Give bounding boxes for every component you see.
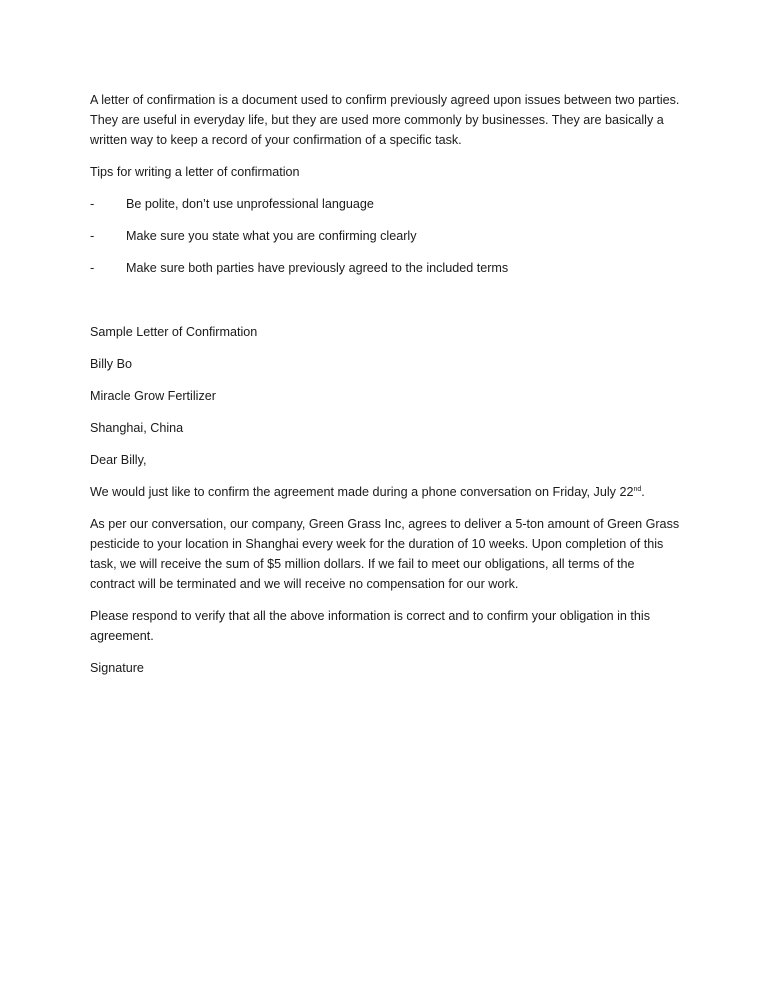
letter-paragraph-3: Please respond to verify that all the above information is correct and to confirm your obligation in this agreement. bbox=[90, 609, 651, 643]
tips-heading: Tips for writing a letter of confirmation bbox=[90, 165, 300, 179]
document-body bbox=[90, 90, 682, 690]
para1-end: . bbox=[641, 485, 645, 499]
bullet-dash: - bbox=[90, 229, 95, 243]
tip-text: Be polite, don’t use unprofessional language bbox=[126, 197, 374, 211]
bullet-dash: - bbox=[90, 261, 95, 275]
salutation: Dear Billy, bbox=[90, 453, 147, 467]
recipient-company: Miracle Grow Fertilizer bbox=[90, 389, 216, 403]
section-spacer bbox=[90, 290, 682, 322]
letter-paragraph-1 bbox=[90, 482, 682, 502]
recipient-location: Shanghai, China bbox=[90, 421, 184, 435]
tip-item bbox=[90, 258, 682, 278]
tip-item bbox=[90, 226, 682, 246]
bullet-dash: - bbox=[90, 197, 95, 211]
tips-list bbox=[90, 194, 682, 278]
sample-heading: Sample Letter of Confirmation bbox=[90, 325, 258, 339]
signature-line: Signature bbox=[90, 661, 144, 675]
ordinal-suffix: nd bbox=[633, 485, 642, 493]
tip-text: Make sure both parties have previously agreed to the included terms bbox=[126, 261, 509, 275]
intro-paragraph: A letter of confirmation is a document used to confirm previously agreed upon issues between two parties. They are useful in everyday life, but they are used more commonly by businesses. They are basically a written way to keep a record of your confirmation of a specific task. bbox=[90, 93, 680, 147]
tip-text: Make sure you state what you are confirming clearly bbox=[126, 229, 417, 243]
letter-paragraph-2: As per our conversation, our company, Green Grass Inc, agrees to deliver a 5-ton amount of Green Grass pesticide to your location in Shanghai every week for the duration of 10 weeks. Upon completion of this task, we will receive the sum of $5 million dollars. If we fail to meet our obligations, all terms of the contract will be terminated and we will receive no compensation for our work. bbox=[90, 517, 680, 591]
tip-item bbox=[90, 194, 682, 214]
para1-text: We would just like to confirm the agreement made during a phone conversation on Friday, July 22 bbox=[90, 485, 634, 499]
recipient-name: Billy Bo bbox=[90, 357, 132, 371]
